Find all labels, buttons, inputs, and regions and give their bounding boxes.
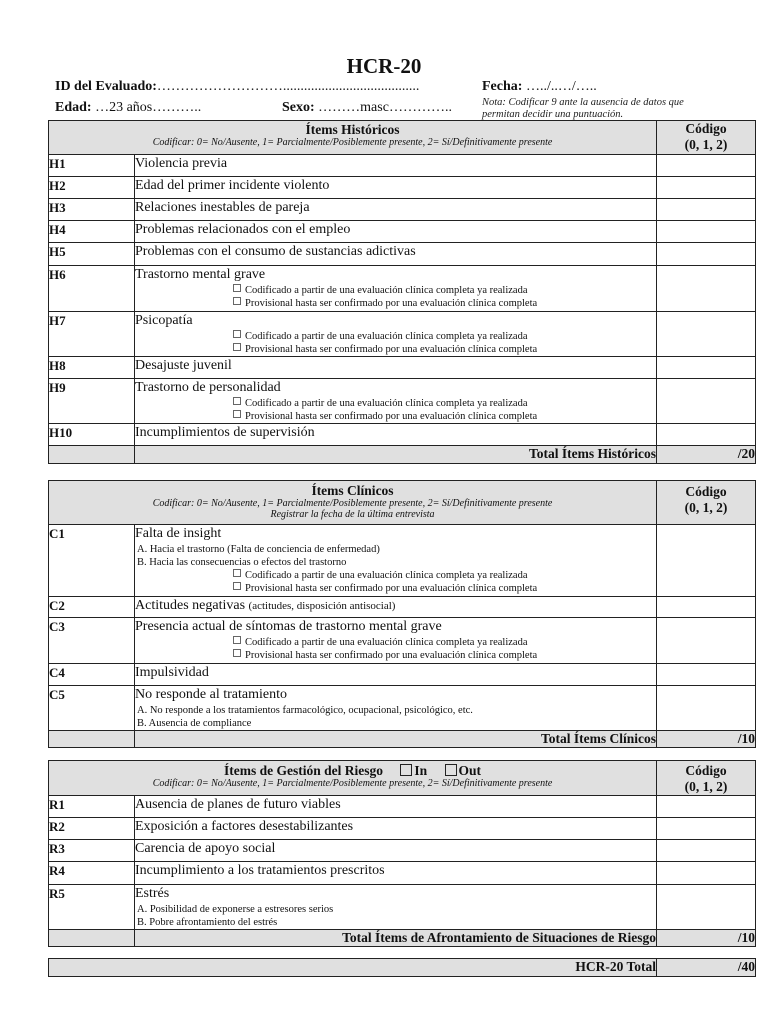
item-text: Falta de insight bbox=[135, 526, 222, 541]
coding-legend: Codificar: 0= No/Ausente, 1= Parcialmente/Posiblemente presente, 2= Sí/Definitivamente presente bbox=[152, 778, 553, 789]
diagnosis-coded-option[interactable]: Codificado a partir de una evaluación clínica completa ya realizada bbox=[135, 284, 656, 297]
coding-legend: Codificar: 0= No/Ausente, 1= Parcialmente/Posiblemente presente, 2= Sí/Definitivamente presente bbox=[152, 498, 553, 509]
table-row: H10 Incumplimientos de supervisión bbox=[49, 424, 756, 446]
score-cell-h2[interactable] bbox=[657, 177, 756, 199]
score-cell-r3[interactable] bbox=[657, 840, 756, 862]
diagnosis-provisional-option[interactable]: Provisional hasta ser confirmado por una evaluación clínica completa bbox=[135, 410, 656, 423]
checkbox-icon[interactable] bbox=[233, 569, 241, 577]
sub-item: B. Ausencia de compliance bbox=[137, 718, 252, 729]
table-row: R3 Carencia de apoyo social bbox=[49, 840, 756, 862]
table-row: C1 Falta de insight A. Hacia el trastorno (Falta de conciencia de enfermedad) B. Hacia las consecuencias o efectos del trastorno Codificado a partir de una evaluación clínica completa ya realizada Provisional hasta ser confirmado por una evaluación clínica completa bbox=[49, 525, 756, 597]
evaluee-id-value: ………………………....................................... bbox=[156, 79, 420, 94]
item-text: Ausencia de planes de futuro viables bbox=[135, 797, 341, 812]
table-row: C3 Presencia actual de síntomas de trastorno mental grave Codificado a partir de una evaluación clínica completa ya realizada Provisional hasta ser confirmado por una evaluación clínica completa bbox=[49, 618, 756, 664]
coding-note: Nota: Codificar 9 ante la ausencia de datos que permitan decidir una puntuación. bbox=[482, 97, 684, 120]
item-text: Trastorno mental grave bbox=[135, 267, 266, 282]
score-cell-c2[interactable] bbox=[657, 597, 756, 618]
checkbox-icon[interactable] bbox=[233, 582, 241, 590]
table-row: H2 Edad del primer incidente violento bbox=[49, 177, 756, 199]
table-row: H8 Desajuste juvenil bbox=[49, 357, 756, 379]
item-text: Problemas relacionados con el empleo bbox=[135, 222, 351, 237]
table-row: H5 Problemas con el consumo de sustancias adictivas bbox=[49, 243, 756, 266]
diagnosis-provisional-option[interactable]: Provisional hasta ser confirmado por una evaluación clínica completa bbox=[135, 582, 656, 595]
sub-item: A. Posibilidad de exponerse a estresores serios bbox=[137, 904, 334, 915]
checkbox-icon[interactable] bbox=[233, 343, 241, 351]
table-row: R4 Incumplimiento a los tratamientos prescritos bbox=[49, 862, 756, 885]
table-row: R2 Exposición a factores desestabilizantes bbox=[49, 818, 756, 840]
age-value: …23 años……….. bbox=[95, 100, 202, 115]
diagnosis-provisional-option[interactable]: Provisional hasta ser confirmado por una evaluación clínica completa bbox=[135, 343, 656, 356]
score-cell-h5[interactable] bbox=[657, 243, 756, 266]
checkbox-icon[interactable] bbox=[233, 649, 241, 657]
clinical-subtitle: Registrar la fecha de la última entrevista bbox=[270, 509, 435, 520]
table-row: H6 Trastorno mental grave Codificado a partir de una evaluación clínica completa ya realizada Provisional hasta ser confirmado por una evaluación clínica completa bbox=[49, 266, 756, 312]
item-text: Edad del primer incidente violento bbox=[135, 178, 330, 193]
score-cell-r1[interactable] bbox=[657, 796, 756, 818]
table-row: H7 Psicopatía Codificado a partir de una evaluación clínica completa ya realizada Provisional hasta ser confirmado por una evaluación clínica completa bbox=[49, 312, 756, 357]
item-text: Impulsividad bbox=[135, 665, 209, 680]
sub-item: A. No responde a los tratamientos farmacológico, ocupacional, psicológico, etc. bbox=[137, 705, 473, 716]
score-cell-c3[interactable] bbox=[657, 618, 756, 664]
item-note: (actitudes, disposición antisocial) bbox=[248, 600, 396, 612]
diagnosis-coded-option[interactable]: Codificado a partir de una evaluación clínica completa ya realizada bbox=[135, 397, 656, 410]
diagnosis-coded-option[interactable]: Codificado a partir de una evaluación clínica completa ya realizada bbox=[135, 330, 656, 343]
item-text: Desajuste juvenil bbox=[135, 358, 232, 373]
checkbox-icon[interactable] bbox=[400, 764, 412, 776]
item-text: Trastorno de personalidad bbox=[135, 380, 281, 395]
item-text: Carencia de apoyo social bbox=[135, 841, 276, 856]
grand-total-cell[interactable]: /40 bbox=[657, 959, 756, 977]
table-row: C5 No responde al tratamiento A. No responde a los tratamientos farmacológico, ocupacional, psicológico, etc. B. Ausencia de compliance bbox=[49, 686, 756, 731]
total-row bbox=[49, 930, 756, 947]
score-cell-h7[interactable] bbox=[657, 312, 756, 357]
score-cell-c5[interactable] bbox=[657, 686, 756, 731]
item-text: Estrés bbox=[135, 886, 170, 901]
score-cell-c1[interactable] bbox=[657, 525, 756, 597]
total-row bbox=[49, 959, 756, 977]
checkbox-icon[interactable] bbox=[233, 636, 241, 644]
table-row: R1 Ausencia de planes de futuro viables bbox=[49, 796, 756, 818]
item-text: No responde al tratamiento bbox=[135, 687, 288, 702]
diagnosis-provisional-option[interactable]: Provisional hasta ser confirmado por una evaluación clínica completa bbox=[135, 297, 656, 310]
total-row bbox=[49, 446, 756, 464]
evaluee-id-label: ID del Evaluado: bbox=[55, 79, 157, 94]
out-option[interactable]: Out bbox=[431, 763, 482, 778]
historical-items-table bbox=[48, 120, 756, 464]
clinical-total-cell[interactable]: /10 bbox=[657, 731, 756, 748]
sex-label: Sexo: bbox=[282, 100, 315, 115]
date-value: …../..…/….. bbox=[525, 79, 597, 94]
item-text: Psicopatía bbox=[135, 313, 193, 328]
item-text: Actitudes negativas bbox=[135, 598, 246, 613]
date-label: Fecha: bbox=[482, 79, 523, 94]
evaluee-id-field[interactable] bbox=[55, 79, 419, 95]
item-text: Problemas con el consumo de sustancias adictivas bbox=[135, 244, 416, 259]
table-row: C2 Actitudes negativas (actitudes, disposición antisocial) bbox=[49, 597, 756, 618]
score-cell-r5[interactable] bbox=[657, 885, 756, 930]
risk-title: Ítems de Gestión del Riesgo bbox=[223, 763, 383, 778]
clinical-header bbox=[49, 481, 657, 525]
page-title: HCR-20 bbox=[346, 54, 422, 78]
score-cell-h3[interactable] bbox=[657, 199, 756, 221]
risk-total-cell[interactable]: /10 bbox=[657, 930, 756, 947]
checkbox-icon[interactable] bbox=[233, 330, 241, 338]
checkbox-icon[interactable] bbox=[445, 764, 457, 776]
risk-items-table bbox=[48, 760, 756, 947]
sex-value: ………masc………….. bbox=[318, 100, 452, 115]
historical-title: Ítems Históricos bbox=[305, 122, 400, 137]
item-text: Presencia actual de síntomas de trastorno mental grave bbox=[135, 619, 442, 634]
table-row: H4 Problemas relacionados con el empleo bbox=[49, 221, 756, 243]
diagnosis-provisional-option[interactable]: Provisional hasta ser confirmado por una evaluación clínica completa bbox=[135, 649, 656, 662]
sex-field[interactable] bbox=[282, 100, 452, 116]
total-row bbox=[49, 731, 756, 748]
clinical-items-table bbox=[48, 480, 756, 748]
historical-total-label: Total Ítems Históricos bbox=[135, 446, 657, 464]
score-cell-r4[interactable] bbox=[657, 862, 756, 885]
diagnosis-coded-option[interactable]: Codificado a partir de una evaluación clínica completa ya realizada bbox=[135, 636, 656, 649]
sub-item: B. Pobre afrontamiento del estrés bbox=[137, 917, 278, 928]
score-cell-h6[interactable] bbox=[657, 266, 756, 312]
risk-total-label: Total Ítems de Afrontamiento de Situaciones de Riesgo bbox=[135, 930, 657, 947]
item-text: Incumplimiento a los tratamientos prescritos bbox=[135, 863, 385, 878]
sub-item: B. Hacia las consecuencias o efectos del trastorno bbox=[137, 557, 347, 568]
table-row: H9 Trastorno de personalidad Codificado a partir de una evaluación clínica completa ya realizada Provisional hasta ser confirmado por una evaluación clínica completa bbox=[49, 379, 756, 424]
clinical-title: Ítems Clínicos bbox=[311, 483, 394, 498]
score-cell-h10[interactable] bbox=[657, 424, 756, 446]
item-text: Violencia previa bbox=[135, 156, 228, 171]
table-row: R5 Estrés A. Posibilidad de exponerse a estresores serios B. Pobre afrontamiento del estrés bbox=[49, 885, 756, 930]
risk-header bbox=[49, 761, 657, 796]
historical-total-cell[interactable]: /20 bbox=[657, 446, 756, 464]
checkbox-icon[interactable] bbox=[233, 284, 241, 292]
item-text: Exposición a factores desestabilizantes bbox=[135, 819, 354, 834]
checkbox-icon[interactable] bbox=[233, 297, 241, 305]
item-text: Incumplimientos de supervisión bbox=[135, 425, 315, 440]
score-cell-h9[interactable] bbox=[657, 379, 756, 424]
grand-total-label: HCR-20 Total bbox=[49, 959, 657, 977]
clinical-total-label: Total Ítems Clínicos bbox=[135, 731, 657, 748]
code-column-header: Código (0, 1, 2) bbox=[657, 481, 756, 525]
score-cell-r2[interactable] bbox=[657, 818, 756, 840]
sub-item: A. Hacia el trastorno (Falta de conciencia de enfermedad) bbox=[137, 544, 380, 555]
item-text: Relaciones inestables de pareja bbox=[135, 200, 310, 215]
coding-legend: Codificar: 0= No/Ausente, 1= Parcialmente/Posiblemente presente, 2= Sí/Definitivamente presente bbox=[152, 137, 553, 148]
table-row: H3 Relaciones inestables de pareja bbox=[49, 199, 756, 221]
diagnosis-coded-option[interactable]: Codificado a partir de una evaluación clínica completa ya realizada bbox=[135, 569, 656, 582]
score-cell-c4[interactable] bbox=[657, 664, 756, 686]
age-field[interactable] bbox=[55, 100, 201, 116]
table-row: C4 Impulsividad bbox=[49, 664, 756, 686]
score-cell-h8[interactable] bbox=[657, 357, 756, 379]
checkbox-icon[interactable] bbox=[233, 410, 241, 418]
score-cell-h4[interactable] bbox=[657, 221, 756, 243]
age-label: Edad: bbox=[55, 100, 92, 115]
score-cell-h1[interactable] bbox=[657, 155, 756, 177]
table-row: H1 Violencia previa bbox=[49, 155, 756, 177]
grand-total-table bbox=[48, 958, 756, 977]
date-field[interactable] bbox=[482, 79, 597, 95]
historical-header bbox=[49, 121, 657, 155]
code-column-header: Código (0, 1, 2) bbox=[657, 121, 756, 155]
code-column-header: Código (0, 1, 2) bbox=[657, 761, 756, 796]
checkbox-icon[interactable] bbox=[233, 397, 241, 405]
in-option[interactable]: In bbox=[386, 763, 427, 778]
